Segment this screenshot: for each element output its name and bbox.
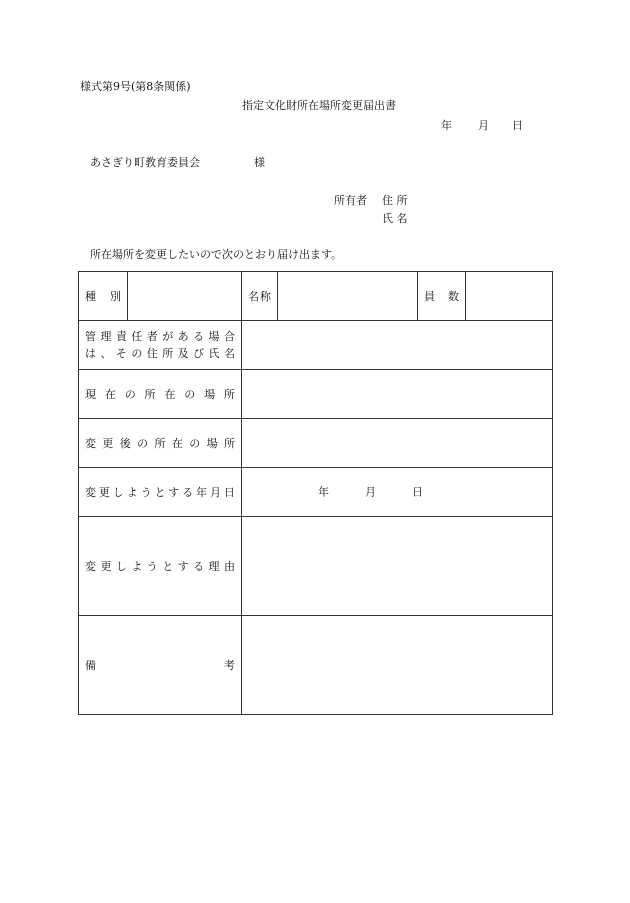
label-char: と <box>162 559 174 573</box>
label-char: る <box>193 559 205 573</box>
addressee-honorific: 様 <box>254 156 265 169</box>
label-char: 理 <box>100 329 112 343</box>
label-char: 場 <box>206 436 218 450</box>
manager-field[interactable] <box>242 321 553 370</box>
type-field[interactable] <box>128 272 242 321</box>
form-number: 様式第9号(第8条関係) <box>80 80 191 93</box>
label-char: 変 <box>85 485 96 499</box>
label-char: す <box>177 559 189 573</box>
label-char: 称 <box>260 289 271 303</box>
label-char: 任 <box>131 329 143 343</box>
change-date-day-label: 日 <box>412 485 423 499</box>
type-label <box>79 272 128 321</box>
document-title: 指定文化財所在場所変更届出書 <box>242 99 396 112</box>
notification-form-table <box>78 271 553 715</box>
label-char: び <box>193 347 205 360</box>
label-char: 場 <box>204 387 216 401</box>
remarks-label <box>79 616 242 715</box>
name-label <box>242 272 278 321</box>
label-char: 別 <box>110 289 121 303</box>
label-char: は <box>85 347 96 360</box>
date-year-label: 年 <box>441 119 452 132</box>
owner-name-label: 氏 名 <box>382 212 408 225</box>
label-char: 在 <box>171 436 183 450</box>
label-char: 数 <box>448 289 459 303</box>
label-char: 所 <box>162 347 174 360</box>
table-row-change-reason <box>79 517 553 616</box>
name-field[interactable] <box>278 272 418 321</box>
label-char: 考 <box>224 658 235 672</box>
label-char: 理 <box>208 559 220 573</box>
label-char: 住 <box>146 347 158 360</box>
count-label <box>418 272 466 321</box>
table-row-current-location <box>79 370 553 419</box>
label-char: 由 <box>223 559 235 573</box>
table-row-new-location <box>79 419 553 468</box>
label-char: あ <box>177 329 189 343</box>
label-char: 氏 <box>208 347 220 360</box>
addressee-name: あさぎり町教育委員会 <box>90 156 200 169</box>
label-char: 員 <box>424 289 435 303</box>
label-char: し <box>112 485 124 499</box>
label-char: 変 <box>85 436 96 450</box>
date-day-label: 日 <box>512 119 523 132</box>
label-char: 及 <box>177 347 189 360</box>
label-char: の <box>189 436 201 450</box>
label-char: 変 <box>85 559 96 573</box>
label-char: 所 <box>223 387 235 401</box>
label-char: 所 <box>154 436 166 450</box>
label-char: よ <box>126 485 138 499</box>
label-char: 備 <box>85 658 96 672</box>
change-date-year-label: 年 <box>318 485 329 499</box>
label-char: し <box>115 559 127 573</box>
change-date-label <box>79 468 242 517</box>
label-char: の <box>131 347 143 360</box>
count-field[interactable] <box>466 272 553 321</box>
label-char: の <box>184 387 196 401</box>
label-char: よ <box>131 559 143 573</box>
label-char: す <box>168 485 180 499</box>
change-date-month-label: 月 <box>365 485 376 499</box>
label-char: 現 <box>85 387 96 401</box>
label-char: 種 <box>85 289 96 303</box>
label-char: 月 <box>210 485 222 499</box>
current-location-field[interactable] <box>242 370 553 419</box>
label-char: 日 <box>223 485 235 499</box>
table-row-remarks <box>79 616 553 715</box>
table-row-type <box>79 272 553 321</box>
intro-text: 所在場所を変更したいので次のとおり届け出ます。 <box>90 248 343 261</box>
label-char: 、 <box>100 347 112 360</box>
label-char: 更 <box>102 436 114 450</box>
label-char: 在 <box>104 387 116 401</box>
label-char: う <box>146 559 158 573</box>
table-row-change-date <box>79 468 553 517</box>
owner-address-label: 住 所 <box>382 194 408 207</box>
label-char: 更 <box>98 485 110 499</box>
label-char: う <box>140 485 152 499</box>
label-char: が <box>162 329 174 343</box>
label-char: 所 <box>224 436 235 450</box>
label-char: の <box>137 436 149 450</box>
current-location-label <box>79 370 242 419</box>
label-char: 年 <box>196 485 208 499</box>
change-reason-label <box>79 517 242 616</box>
new-location-label <box>79 419 242 468</box>
label-char: 場 <box>208 329 220 343</box>
date-month-label: 月 <box>478 119 489 132</box>
label-char: そ <box>115 347 127 360</box>
label-char: の <box>124 387 136 401</box>
label-char: 名 <box>248 289 259 303</box>
label-char: る <box>182 485 194 499</box>
label-char: る <box>193 329 205 343</box>
label-char: 後 <box>119 436 131 450</box>
label-char: と <box>154 485 166 499</box>
label-char: 所 <box>144 387 156 401</box>
label-char: 更 <box>100 559 112 573</box>
label-char: 者 <box>146 329 158 343</box>
label-char: 合 <box>223 329 235 343</box>
label-char: 管 <box>85 329 96 343</box>
manager-label <box>79 321 242 370</box>
change-reason-field[interactable] <box>242 517 553 616</box>
label-char: 責 <box>115 329 127 343</box>
owner-label: 所有者 <box>334 194 367 207</box>
new-location-field[interactable] <box>242 419 553 468</box>
label-char: 名 <box>223 347 235 360</box>
label-char: 在 <box>164 387 176 401</box>
remarks-field[interactable] <box>242 616 553 715</box>
table-row-manager <box>79 321 553 370</box>
change-date-field[interactable] <box>242 468 553 517</box>
